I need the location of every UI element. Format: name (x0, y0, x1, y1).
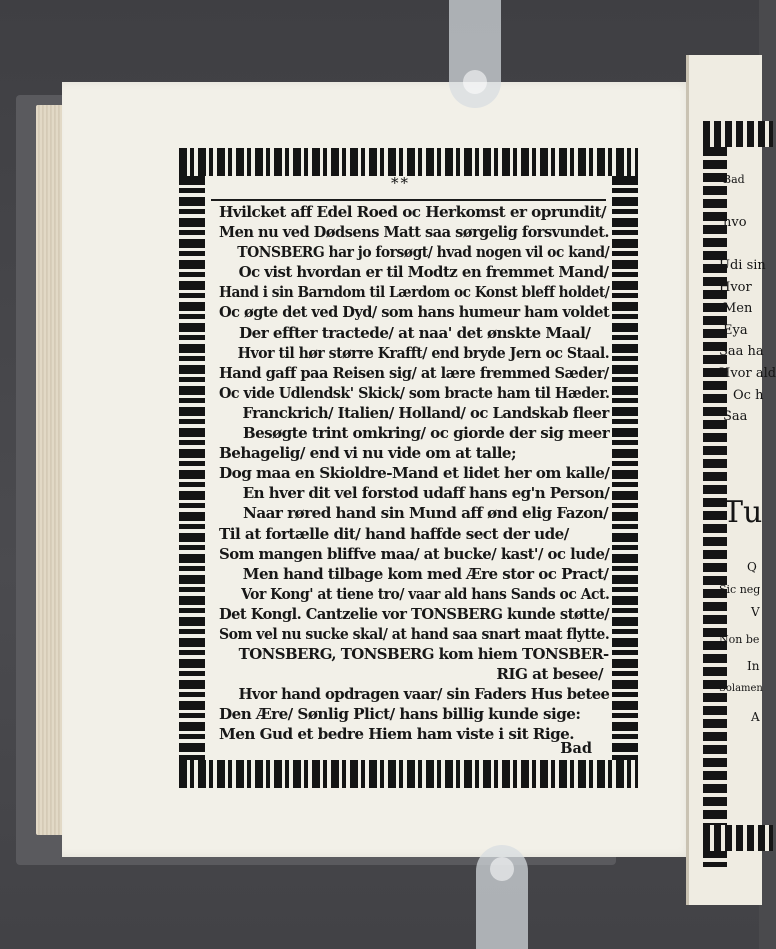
text-line: En hver dit vel forstod udaff hans eg'n Person/ (242, 484, 610, 503)
catchword: Bad (560, 740, 592, 757)
text-line: Som mangen bliffve maa/ at bucke/ kast'/ oc lude/ (219, 544, 610, 563)
text-line: Hvor hand opdragen vaar/ sin Faders Hus betee (238, 685, 610, 704)
right-page-line: Q (747, 560, 757, 574)
text-line: Naar røred hand sin Mund aff ønd elig Fazon/ (243, 504, 609, 523)
ornament-border-bottom (179, 760, 638, 788)
right-page-border-top (703, 121, 773, 147)
text-line: Den Ære/ Sønlig Plict/ hans billig kunde sige: (219, 705, 581, 724)
right-page-line: Hvor (719, 280, 752, 295)
text-line: Besøgte trint omkring/ oc giorde der sig meer (242, 424, 610, 443)
text-line: Hand i sin Barndom til Lærdom oc Konst bleff holdet/ (219, 283, 610, 302)
right-page-line: Udi sin (719, 258, 766, 273)
right-page-line: Oc h (733, 388, 764, 403)
text-line: Til at fortælle dit/ hand haffde sect der ude/ (219, 524, 569, 543)
text-line: Der effter tractede/ at naa' det ønskte Maal/ (239, 323, 591, 342)
text-line: Det Kongl. Cantzelie vor TONSBERG kunde støtte/ (219, 604, 610, 623)
ornament-border-right (612, 176, 638, 760)
text-line: Oc vide Udlendsk' Skick/ som bracte ham til Hæder. (219, 383, 610, 402)
right-page-line: Hvor ald (719, 366, 776, 381)
text-line: TONSBERG har jo forsøgt/ hvad nogen vil oc kand/ (237, 243, 610, 262)
text-line: TONSBERG, TONSBERG kom hiem TONSBER- (238, 645, 609, 664)
ornament-border-left (179, 176, 205, 760)
right-page-border-bottom (703, 825, 773, 851)
text-line: Oc vist hvordan er til Modtz en fremmet Mand/ (238, 263, 609, 282)
header-ornament: ** (391, 174, 410, 192)
right-page-line: In (747, 659, 760, 673)
text-line: Hand gaff paa Reisen sig/ at lære fremmed Sæder/ (219, 363, 609, 382)
poem-text (219, 202, 609, 745)
text-line: Hvilcket aff Edel Roed oc Herkomst er oprundit/ (219, 203, 607, 221)
header-rule (211, 199, 606, 201)
ornament-border-top (179, 148, 638, 176)
text-line: Men Gud et bedre Hiem ham viste i sit Rige. (219, 725, 575, 744)
page-clip-bottom (476, 845, 528, 949)
text-line: Som vel nu sucke skal/ at hand saa snart maat flytte. (219, 624, 610, 643)
text-line: Behagelig/ end vi nu vide om at talle; (219, 444, 517, 463)
clip-hole (463, 70, 487, 94)
text-line: Men hand tilbage kom med Ære stor oc Pract/ (242, 564, 609, 583)
page-clip-top (449, 0, 501, 108)
right-page-line: Saa (723, 409, 748, 424)
text-line: Vor Kong' at tiene tro/ vaar ald hans Sands oc Act. (241, 584, 610, 603)
right-page-line: Non be (719, 633, 760, 646)
right-page-line: Men (723, 301, 753, 316)
text-line: Dog maa en Skioldre-Mand et lidet her om kalle/ (219, 464, 610, 483)
right-page-line: A (751, 710, 760, 724)
text-line: RIG at besee/ (496, 665, 603, 684)
right-page-line: V (751, 605, 760, 619)
text-line: Hvor til hør større Krafft/ end bryde Jern oc Staal. (237, 343, 610, 362)
right-page-line: Bad (723, 173, 745, 186)
ornamental-frame (179, 148, 638, 788)
text-line: Franckrich/ Italien/ Holland/ oc Landskab fleer (242, 403, 609, 422)
right-page-line: Saa ha (719, 344, 764, 359)
text-line: Oc øgte det ved Dyd/ som hans humeur ham voldet (219, 303, 610, 322)
right-page (686, 55, 776, 905)
right-page-line: hvo (723, 215, 747, 230)
text-line: Men nu ved Dødsens Matt saa sørgelig forsvundet. (219, 223, 609, 242)
clip-hole (490, 857, 514, 881)
right-page-line: Solamen (719, 683, 763, 694)
right-page-initial: Tu (723, 495, 763, 530)
right-page-line: Sic neg (719, 583, 761, 596)
right-page-line: Eya (723, 323, 748, 338)
